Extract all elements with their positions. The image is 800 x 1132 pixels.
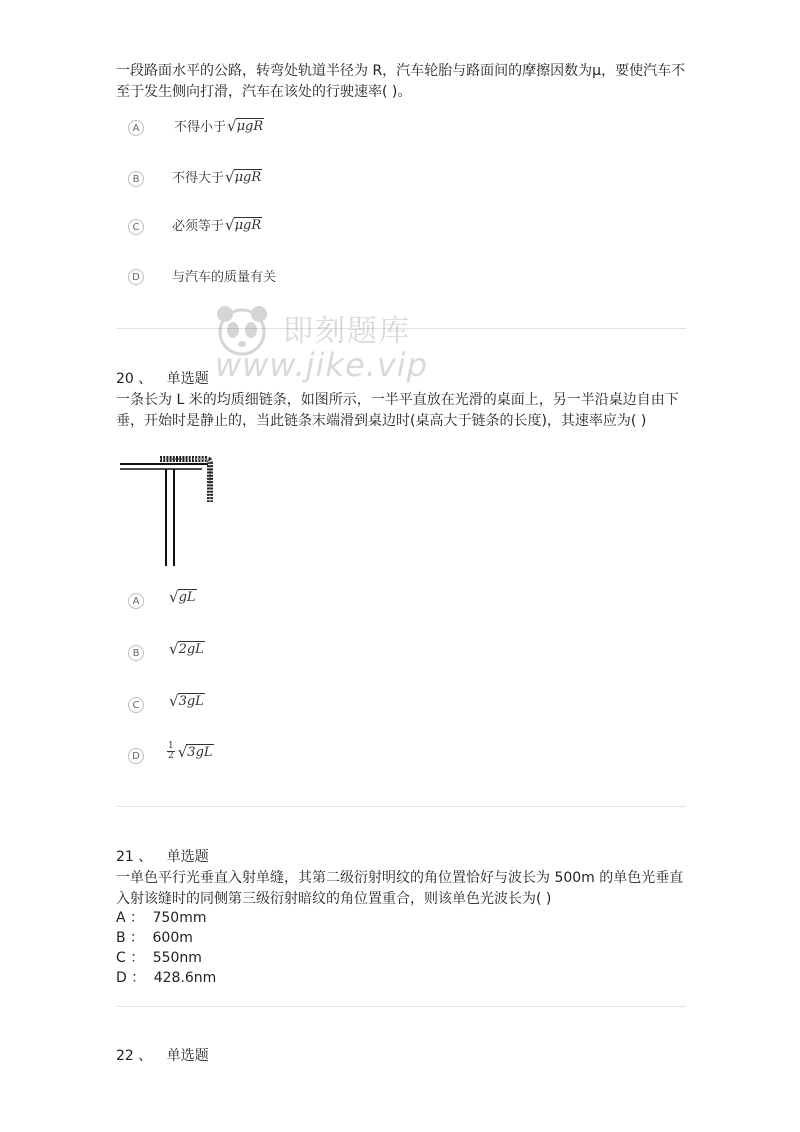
question-type: 单选题: [166, 371, 209, 387]
option-circle: C: [128, 219, 144, 235]
option-circle: A: [128, 593, 144, 609]
sqrt-expression: √ μgR: [225, 215, 262, 234]
option-value: 550nm: [152, 950, 202, 966]
q19-option-b[interactable]: [128, 168, 144, 190]
option-circle: D: [128, 748, 144, 764]
option-circle: A: [128, 120, 144, 136]
question-type: 单选题: [166, 849, 209, 865]
sqrt-expression: √ μgR: [225, 167, 262, 186]
q20-header: [116, 368, 209, 388]
q20-stem: 一条长为 L 米的均质细链条，如图所示，一半平直放在光滑的桌面上，另一半沿桌边自由下垂，开始时是静止的，当此链条末端滑到桌边时(桌高大于链条的长度)，其速率应为( ): [116, 392, 679, 429]
chain-table-figure: [118, 450, 228, 570]
option-label: D ：: [116, 970, 146, 986]
watermark-url: www.jike.vip: [215, 346, 428, 384]
q20-option-a[interactable]: [128, 590, 144, 612]
watermark-brand: 即刻题库: [283, 314, 411, 349]
sqrt-expression: √ 2gL: [169, 640, 204, 658]
question-number: 22 、: [116, 1048, 153, 1064]
q22-header: [116, 1045, 209, 1065]
option-text: 不得大于: [172, 171, 225, 186]
sqrt-expression: √ 3gL: [177, 742, 213, 761]
option-value: 750mm: [152, 910, 207, 926]
divider: [116, 1006, 686, 1007]
question-number: 21 、: [116, 849, 153, 865]
divider: [116, 806, 686, 807]
q19-stem: 一段路面水平的公路，转弯处轨道半径为 R，汽车轮胎与路面间的摩擦因数为μ，要使汽车不至于发生侧向打滑，汽车在该处的行驶速率( )。: [116, 63, 686, 100]
option-value: 428.6nm: [153, 970, 217, 986]
q19-option-a[interactable]: [128, 117, 144, 139]
q21-option-b[interactable]: [116, 928, 193, 948]
option-text: 必须等于: [172, 219, 225, 234]
q19-option-c-text: [172, 215, 262, 234]
sqrt-expression: √ 3gL: [169, 692, 204, 710]
q19-option-a-text: [174, 116, 264, 135]
question-number: 20 、: [116, 371, 153, 387]
option-label: C ：: [116, 950, 145, 966]
q20-option-c[interactable]: [128, 694, 144, 716]
q19-option-d-text: [172, 266, 276, 285]
option-text: 不得小于: [174, 120, 227, 135]
option-circle: C: [128, 697, 144, 713]
q21-header: [116, 846, 209, 866]
q21-option-c[interactable]: [116, 948, 202, 968]
q20-option-b-text: [168, 641, 205, 657]
q20-option-c-text: [168, 693, 205, 709]
question-type: 单选题: [166, 1048, 209, 1064]
option-label: B ：: [116, 930, 145, 946]
q20-option-b[interactable]: [128, 642, 144, 664]
fraction: $\frac{1}{2}$: [168, 741, 174, 761]
q21-stem: 一单色平行光垂直入射单缝，其第二级衍射明纹的角位置恰好与波长为 500m 的单色光垂直入射该缝时的同侧第三级衍射暗纹的角位置重合，则该单色光波长为( ): [116, 870, 684, 907]
sqrt-expression: √ gL: [169, 588, 196, 606]
q21-option-d[interactable]: [116, 968, 216, 988]
q20-option-a-text: [168, 589, 197, 605]
option-circle: B: [128, 645, 144, 661]
q20-option-d[interactable]: [128, 745, 144, 767]
option-circle: B: [128, 171, 144, 187]
option-value: 600m: [152, 930, 193, 946]
option-text: 与汽车的质量有关: [172, 270, 277, 285]
sqrt-expression: √ μgR: [227, 116, 264, 135]
option-label: A ：: [116, 910, 145, 926]
q19-option-d[interactable]: [128, 266, 144, 288]
q19-option-c[interactable]: [128, 216, 144, 238]
option-circle: D: [128, 269, 144, 285]
q19-option-b-text: [172, 167, 262, 186]
q21-option-a[interactable]: [116, 908, 206, 928]
q20-option-d-text: [167, 742, 214, 761]
